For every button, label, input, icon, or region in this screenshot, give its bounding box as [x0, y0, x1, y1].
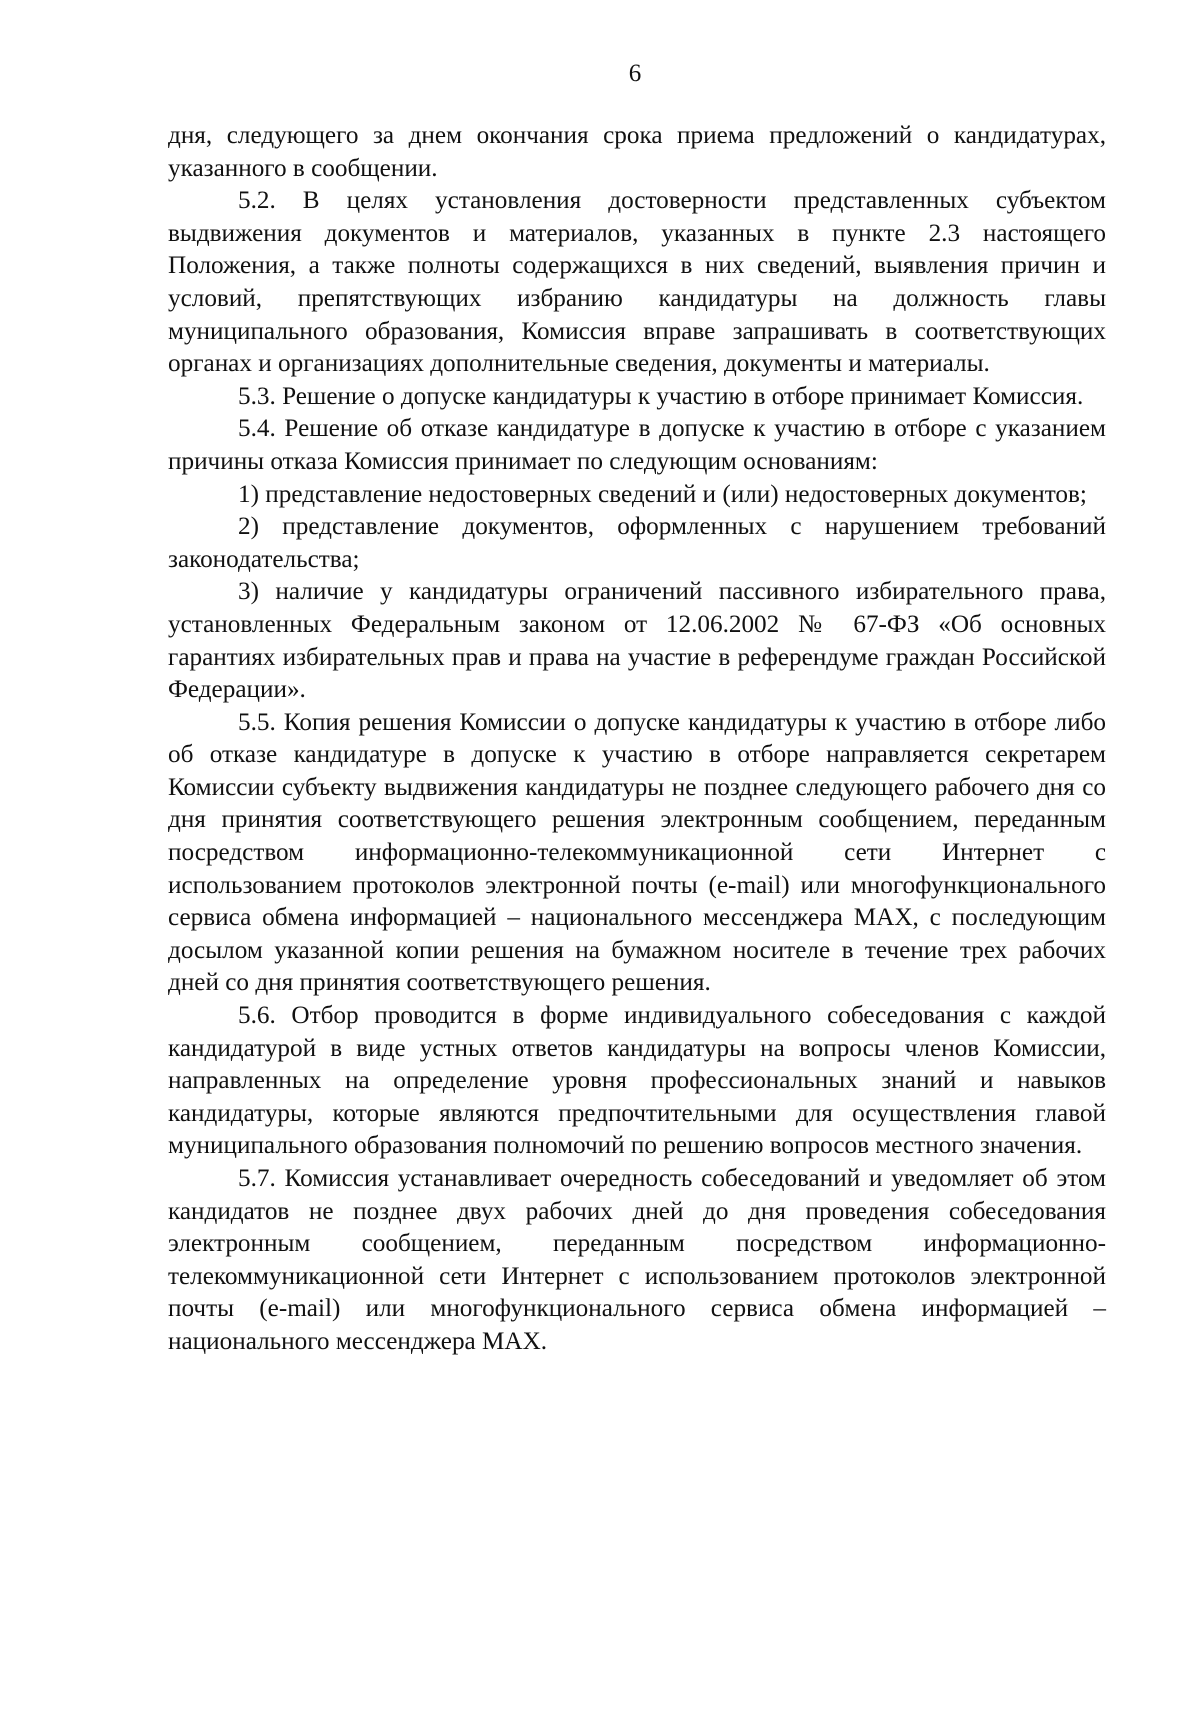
list-item-1: 1) представление недостоверных сведений и (или) недостоверных документов; [238, 480, 1087, 508]
page-number: 6 [628, 60, 642, 87]
paragraph-continuation: дня, следующего за днем окончания срока приема предложений о кандидатурах, указанного в сообщении. [168, 122, 1106, 182]
paragraph-5-4: 5.4. Решение об отказе кандидатуре в допуске к участию в отборе с указанием причины отказа Комиссия принимает по следующим основаниям: [168, 415, 1106, 475]
paragraph-5-7: 5.7. Комиссия устанавливает очередность собеседований и уведомляет об этом кандидатов не позднее двух рабочих дней до дня проведения собеседования электронным сообщением, переданным посредством информационно-телекоммуникационной сети Интернет с использованием протоколов электронной почты (e-mail) или многофункционального сервиса обмена информацией – национального мессенджера MAX. [168, 1165, 1106, 1355]
paragraph-5-2: 5.2. В целях установления достоверности представленных субъектом выдвижения документов и материалов, указанных в пункте 2.3 настоящего Положения, а также полноты содержащихся в них сведений, выявления причин и условий, препятствующих избранию кандидатуры на должность главы муниципального образования, Комиссия вправе запрашивать в соответствующих органах и организациях дополнительные сведения, документы и материалы. [168, 187, 1106, 378]
list-item-3: 3) наличие у кандидатуры ограничений пассивного избирательного права, установленных Федеральным законом от 12.06.2002 № 67-ФЗ «Об основных гарантиях избирательных прав и права на участие в референдуме граждан Российской Федерации». [168, 578, 1106, 704]
document-body [168, 120, 1106, 1359]
paragraph-5-3: 5.3. Решение о допуске кандидатуры к участию в отборе принимает Комиссия. [238, 382, 1084, 410]
paragraph-5-5: 5.5. Копия решения Комиссии о допуске кандидатуры к участию в отборе либо об отказе кандидатуре в допуске к участию в отборе направляется секретарем Комиссии субъекту выдвижения кандидатуры не позднее следующего рабочего дня со дня принятия соответствующего решения электронным сообщением, переданным посредством информационно-телекоммуникационной сети Интернет с использованием протоколов электронной почты (e-mail) или многофункционального сервиса обмена информацией – национального мессенджера MAX, с последующим досылом указанной копии решения на бумажном носителе в течение трех рабочих дней со дня принятия соответствующего решения. [168, 708, 1106, 997]
list-item-2: 2) представление документов, оформленных с нарушением требований законодательства; [168, 513, 1106, 573]
paragraph-5-6: 5.6. Отбор проводится в форме индивидуального собеседования с каждой кандидатурой в виде устных ответов кандидатуры на вопросы членов Комиссии, направленных на определение уровня профессиональных знаний и навыков кандидатуры, которые являются предпочтительными для осуществления главой муниципального образования полномочий по решению вопросов местного значения. [168, 1002, 1106, 1160]
